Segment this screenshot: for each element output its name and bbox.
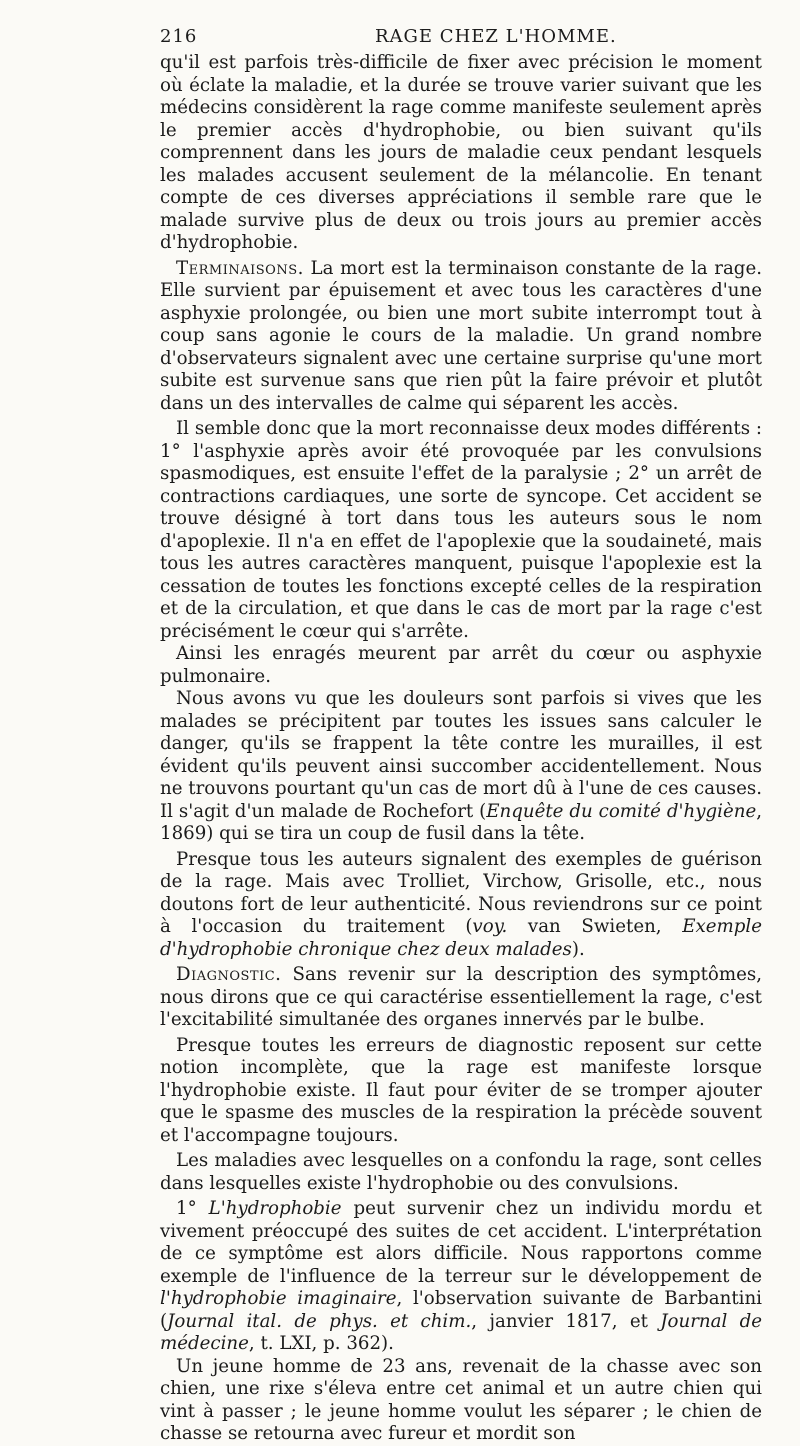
paragraph: Nous avons vu que les douleurs sont parfois si vives que les malades se précipitent par toutes les issues sans calculer le danger, qu'ils se frappent la tête contre les murailles, il est évident qu'ils peuvent ainsi succomber accidentellement. Nous ne trouvons pourtant qu'un cas de mort dû à l'une de ces causes. Il s'agit d'un malade de Rochefort (Enquête du comité d'hygiène, 1869) qui se tira un coup de fusil dans la tête.	[160, 688, 762, 844]
section-lead: Diagnostic.	[176, 964, 282, 985]
paragraph: Les maladies avec lesquelles on a confondu la rage, sont celles dans lesquelles existe l'hydrophobie ou des convulsions.	[160, 1150, 762, 1194]
paragraph: 1° L'hydrophobie peut survenir chez un individu mordu et vivement préoccupé des suites de cet accident. L'interprétation de ce symptôme est alors difficile. Nous rapportons comme exemple de l'influence de la terreur sur le développement de l'hydrophobie imaginaire, l'observation suivante de Barbantini (Journal ital. de phys. et chim., janvier 1817, et Journal de médecine, t. LXI, p. 362).	[160, 1198, 762, 1354]
page-body	[160, 52, 762, 1446]
paragraph-terminaisons: Terminaisons. La mort est la terminaison constante de la rage. Elle survient par épuisement et avec tous les caractères d'une asphyxie prolongée, ou bien une mort subite interrompt tout à coup sans agonie le cours de la maladie. Un grand nombre d'observateurs signalent avec une certaine surprise qu'une mort subite est survenue sans que rien pût la faire prévoir et plutôt dans un des intervalles de calme qui séparent les accès.	[160, 257, 762, 414]
paragraph: Ainsi les enragés meurent par arrêt du cœur ou asphyxie pulmonaire.	[160, 643, 762, 687]
paragraph: qu'il est parfois très-difficile de fixer avec précision le moment où éclate la maladie, et la durée se trouve varier suivant que les médecins considèrent la rage comme manifeste seulement après le premier accès d'hydrophobie, ou bien suivant qu'ils comprennent dans les jours de maladie ceux pendant lesquels les malades accusent seulement de la mélancolie. En tenant compte de ces diverses appréciations il semble rare que le malade survive plus de deux ou trois jours au premier accès d'hydrophobie.	[160, 52, 762, 253]
paragraph: Presque tous les auteurs signalent des exemples de guérison de la rage. Mais avec Trolliet, Virchow, Grisolle, etc., nous doutons fort de leur authenticité. Nous reviendrons sur ce point à l'occasion du traitement (voy. van Swieten, Exemple d'hydrophobie chronique chez deux malades).	[160, 848, 762, 960]
section-lead: Terminaisons.	[176, 257, 304, 279]
paragraph: Un jeune homme de 23 ans, revenait de la chasse avec son chien, une rixe s'éleva entre cet animal et un autre chien qui vint à passer ; le jeune homme voulut les séparer ; le chien de chasse se retourna avec fureur et mordit son	[160, 1355, 762, 1444]
page-header	[160, 26, 760, 52]
paragraph: Presque toutes les erreurs de diagnostic reposent sur cette notion incomplète, que la rage est manifeste lorsque l'hydrophobie existe. Il faut pour éviter de se tromper ajouter que le spasme des muscles de la respiration la précède souvent et l'accompagne toujours.	[160, 1034, 762, 1146]
running-title: RAGE CHEZ L'HOMME.	[375, 26, 617, 47]
paragraph: Il semble donc que la mort reconnaisse deux modes différents : 1° l'asphyxie après avoir été provoquée par les convulsions spasmodiques, est ensuite l'effet de la paralysie ; 2° un arrêt de contractions cardiaques, une sorte de syncope. Cet accident se trouve désigné à tort dans tous les auteurs sous le nom d'apoplexie. Il n'a en effet de l'apoplexie que la soudaineté, mais tous les autres caractères manquent, puisque l'apoplexie est la cessation de toutes les fonctions excepté celles de la respiration et de la circulation, et que dans le cas de mort par la rage c'est précisément le cœur qui s'arrête.	[160, 418, 762, 642]
paragraph-diagnostic: Diagnostic. Sans revenir sur la description des symptômes, nous dirons que ce qui caractérise essentiellement la rage, c'est l'excitabilité simultanée des organes innervés par le bulbe.	[160, 964, 762, 1030]
page-number: 216	[160, 26, 198, 47]
